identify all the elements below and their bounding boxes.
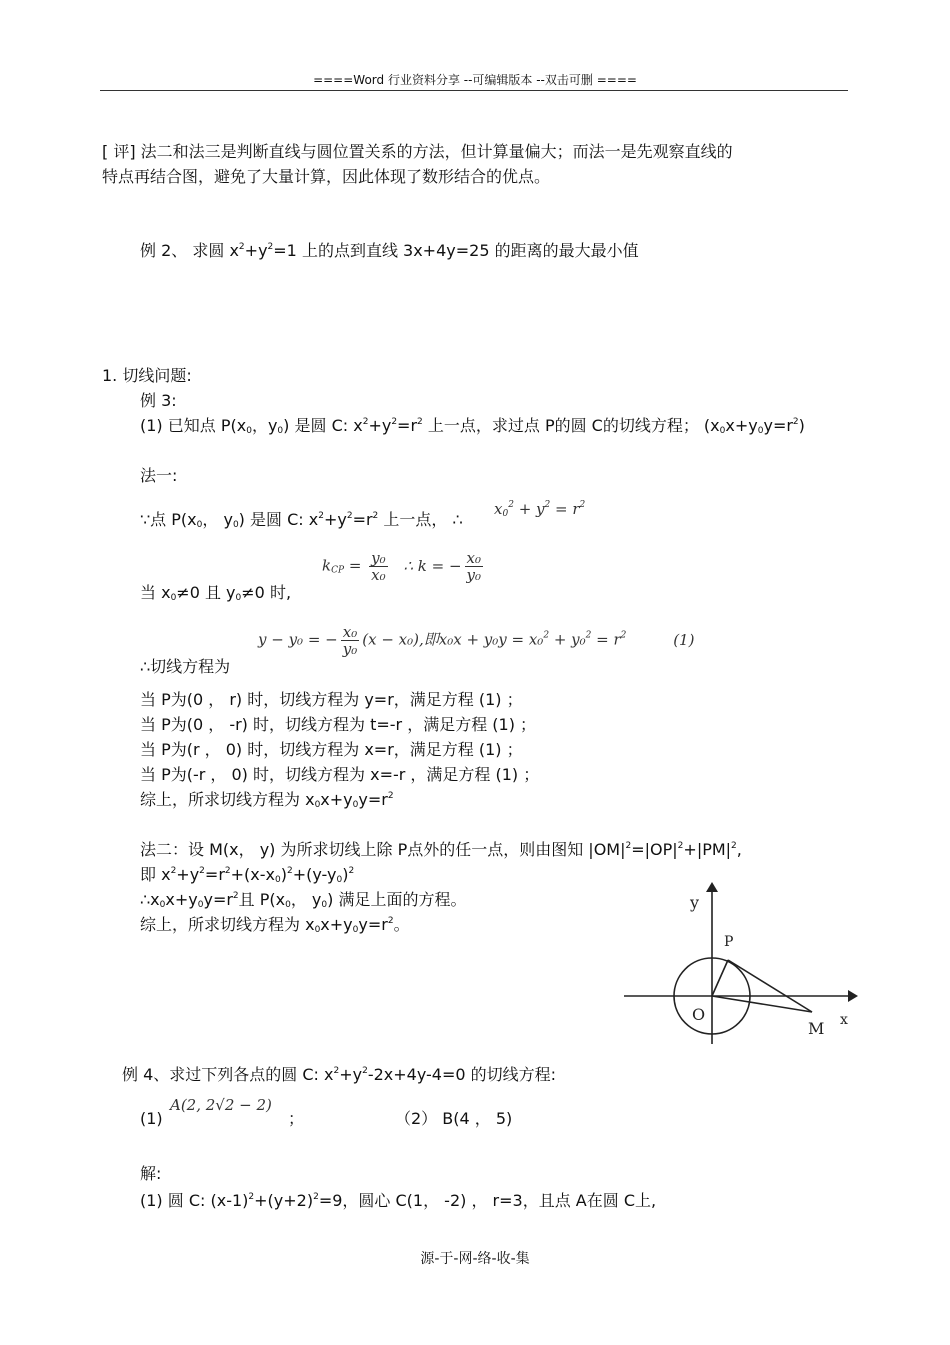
page-header: ====Word 行业资料分享 --可编辑版本 --双击可删 ==== — [313, 73, 637, 87]
y-axis-arrow — [706, 882, 718, 892]
section-1-title: 1. 切线问题: — [102, 366, 192, 385]
origin-label: O — [692, 1005, 706, 1024]
circle-point-formula: $x_0^2 + y^2 = r^2$ — [494, 500, 586, 519]
point-p-label: P — [724, 934, 734, 950]
method-1-since: ∵点 $P(x_0$， $y_0$) 是圆 C: $x^2+y^2=r^2$ 上一点， ∴ — [140, 510, 463, 530]
x-axis-arrow — [848, 990, 858, 1002]
solution-line-1: (1) 圆 C: $(x-1)^2+(y+2)^2=9$，圆心 C(1， -2) ， r=3，且点 A在圆 C上, — [140, 1191, 657, 1210]
case-2: 当 P为(0 ， -r) 时，切线方程为 t=-r ，满足方程 (1) ； — [140, 715, 537, 734]
header-rule — [100, 90, 848, 91]
example-3-question: (1) 已知点 $P(x_0$，$y_0$) 是圆 C: $x^2+y^2=r^2$ 上一点，求过点 P的圆 C的切线方程； $(x_0x+y_0y=r^2)$ — [140, 416, 805, 436]
radius-op — [712, 960, 728, 996]
page-footer: 源-于-网-络-收-集 — [420, 1251, 530, 1267]
tangent-label: ∴切线方程为 — [140, 657, 231, 676]
method-1-summary: 综上，所求切线方程为 $x_0x+y_0y=r^2$ — [140, 790, 394, 810]
case-4: 当 P为(-r ， 0) 时，切线方程为 x=-r ，满足方程 (1) ； — [140, 765, 540, 784]
x-axis-label: x — [840, 1012, 848, 1028]
example-4-title: 例 4、求过下列各点的圆 C: $x^2+y^2-2x+4y-4=0$ 的切线方程: — [122, 1065, 557, 1084]
tangent-formula: y − y₀ = − $\frac{\text{x₀}}{\text{y₀}}$ (x − x₀),即$x_0x + y_0y = x_0^2 + y_0^2 = r^2$ (1) — [258, 623, 695, 658]
example-4-part-1-label: (1) — [140, 1109, 163, 1128]
comment-line-1: [ 评] 法二和法三是判断直线与圆位置关系的方法，但计算量偏大；而法一是先观察直线的 — [102, 142, 733, 161]
example-2: 例 2、 求圆 $x^2+y^2=1$ 上的点到直线 3x+4y=25 的距离的最大最小值 — [140, 241, 639, 260]
slope-formula: $k_{CP}$ = $\frac{\text{y₀}}{\text{x₀}}$ ∴ k = − $\frac{\text{x₀}}{\text{y₀}}$ — [322, 549, 481, 584]
case-1: 当 P为(0 ， r) 时，切线方程为 y=r，满足方程 (1) ； — [140, 690, 523, 709]
method-2-summary: 综上，所求切线方程为 $x_0x+y_0y=r^2$。 — [140, 915, 410, 935]
segment-om — [712, 996, 812, 1012]
point-a-formula: A(2, 2√2 − 2) — [170, 1096, 272, 1114]
solution-label: 解: — [140, 1164, 162, 1183]
method-2-line-1: 法二：设 M(x， y) 为所求切线上除 P点外的任一点，则由图知 $|OM|^2=|OP|^2+|PM|^2$, — [140, 840, 742, 859]
method-1-label: 法一: — [140, 466, 178, 485]
tangent-figure — [620, 878, 860, 1050]
condition-line: 当 $x_0\ne 0$ 且 $y_0\ne 0$ 时, — [140, 583, 292, 603]
method-2-line-3: $\therefore x_0x+y_0y=r^2$且 $P(x_0$， $y_0$) 满足上面的方程。 — [140, 890, 467, 910]
case-3: 当 P为(r ， 0) 时，切线方程为 x=r，满足方程 (1) ； — [140, 740, 523, 759]
comment-line-2: 特点再结合图，避免了大量计算，因此体现了数形结合的优点。 — [102, 167, 551, 186]
method-2-line-2: 即 $x^2+y^2=r^2+(x-x_0)^2+(y-y_0)^2$ — [140, 865, 355, 885]
example-3-label: 例 3: — [140, 391, 177, 410]
point-m-label: M — [808, 1019, 825, 1038]
y-axis-label: y — [690, 893, 700, 912]
example-4-part-2: （2） B(4 ， 5) — [395, 1109, 513, 1128]
segment-pm — [728, 960, 812, 1012]
example-4-semicolon: ； — [288, 1109, 305, 1128]
